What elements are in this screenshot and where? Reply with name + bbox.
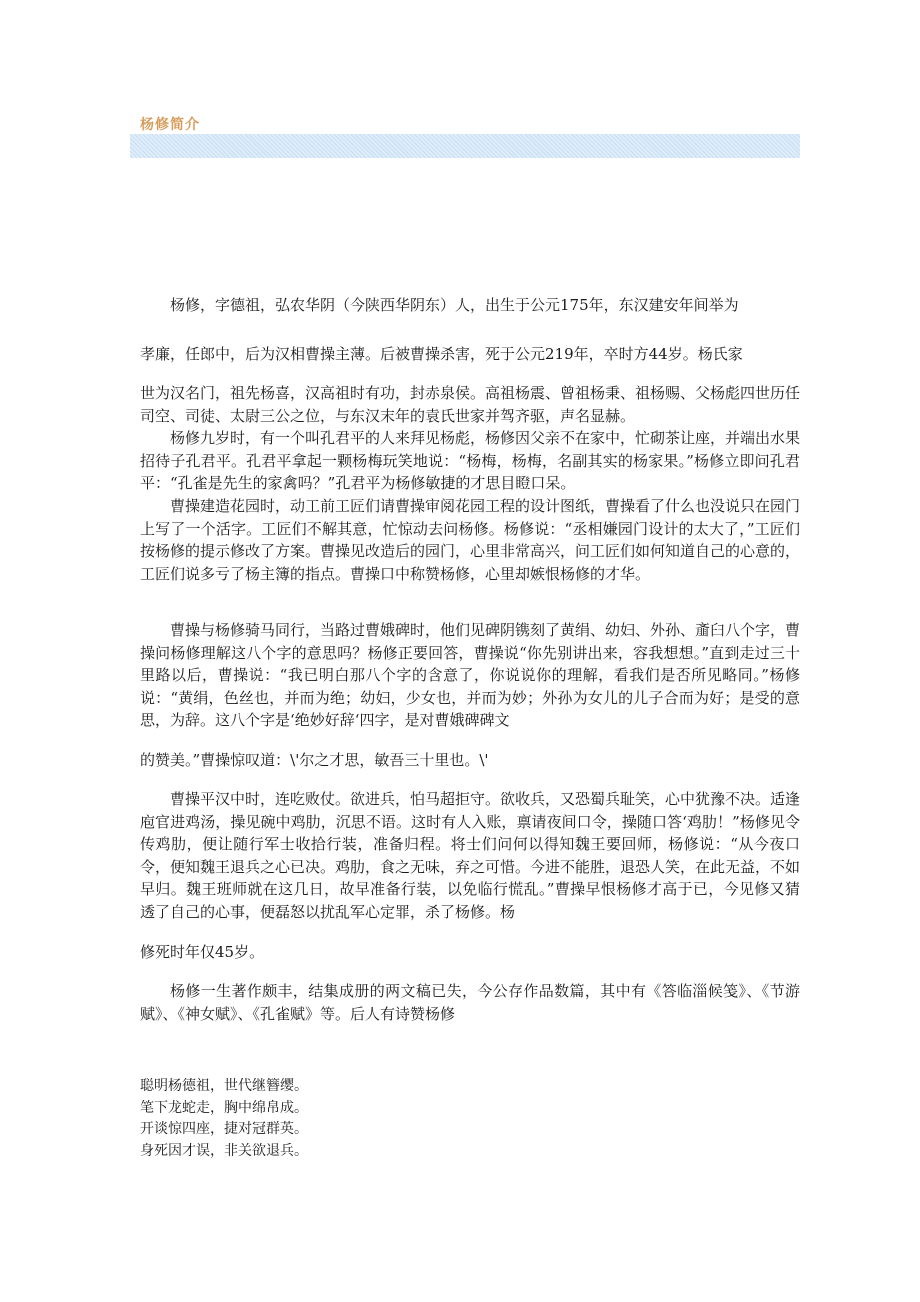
paragraph-childhood: 杨修九岁时，有一个叫孔君平的人来拜见杨彪，杨修因父亲不在家中，忙砌茶让座，并端出水果招待子孔君平。孔君平拿起一颗杨梅玩笑地说：“杨梅，杨梅，名副其实的杨家果。”杨修立即问孔君平：“孔雀是先生的家禽吗？”孔君平为杨修敏捷的才思目瞪口呆。 <box>140 429 801 492</box>
page-title: 杨修简介 <box>140 117 200 133</box>
paragraph-intro: 杨修，字德祖，弘农华阴（今陕西华阴东）人，出生于公元175年，东汉建安年间举为 <box>170 296 739 314</box>
paragraph-death: 修死时年仅45岁。 <box>140 943 265 961</box>
paragraph-career: 孝廉，任郎中，后为汉相曹操主薄。后被曹操杀害，死于公元219年，卒时方44岁。杨氏家 <box>140 345 743 363</box>
poem-line: 笔下龙蛇走，胸中绵帛成。 <box>140 1099 308 1116</box>
paragraph-works: 杨修一生著作颇丰，结集成册的两文稿已失，今公存作品数篇，其中有《答临淄候笺》、《节游赋》、《神女赋》、《孔雀赋》等。后人有诗赞杨修 <box>140 982 800 1023</box>
paragraph-stele: 曹操与杨修骑马同行，当路过曹娥碑时，他们见碑阴镌刻了黄绢、幼妇、外孙、齑臼八个字，曹操问杨修理解这八个字的意思吗？杨修正要回答，曹操说“你先别讲出来，容我想想。”直到走过三十里路以后，曹操说：“我已明白那八个字的含意了，你说说你的理解，看我们是否所见略同。”杨修说：“黄绢，色丝也，并而为绝；幼妇，少女也，并而为妙；外孙为女儿的儿子合而为好；是受的意思，为辞。这八个字是‘绝妙好辞‘四字，是对曹娥碑碑文 <box>140 621 801 729</box>
poem-line: 开谈惊四座，捷对冠群英。 <box>140 1121 308 1137</box>
poem <box>140 1076 308 1162</box>
poem-line: 聪明杨德祖，世代继簪缨。 <box>140 1078 308 1094</box>
paragraph-family: 世为汉名门，祖先杨喜，汉高祖时有功，封赤泉侯。高祖杨震、曾祖杨秉、祖杨赐、父杨彪四世历任司空、司徒、太尉三公之位，与东汉末年的袁氏世家并驾齐驱，声名显赫。 <box>140 384 801 425</box>
paragraph-garden: 曹操建造花园时，动工前工匠们请曹操审阅花园工程的设计图纸，曹操看了什么也没说只在园门上写了一个活字。工匠们不解其意，忙惊动去问杨修。杨修说：“丞相嫌园门设计的太大了，”工匠们按杨修的提示修改了方案。曹操见改造后的园门，心里非常高兴，问工匠们如何知道自己的心意的，工匠们说多亏了杨主簿的指点。曹操口中称赞杨修，心里却嫉恨杨修的才华。 <box>140 497 801 583</box>
poem-line: 身死因才误，非关欲退兵。 <box>140 1142 308 1159</box>
paragraph-stele-end: 的赞美。”曹操惊叹道：\'尔之才思，敏吾三十里也。\' <box>140 751 489 769</box>
title-banner <box>130 134 800 158</box>
paragraph-chicken-rib: 曹操平汉中时，连吃败仗。欲进兵，怕马超拒守。欲收兵，又恐蜀兵耻笑，心中犹豫不决。适逢庖官进鸡汤，操见碗中鸡肋，沉思不语。这时有人入账，禀请夜间口令，操随口答‘鸡肋！”杨修见令传鸡肋，便让随行军士收拾行装，准备归程。将士们问何以得知魏王要回师，杨修说：“从今夜口令，便知魏王退兵之心已决。鸡肋，食之无味，弃之可惜。今进不能胜，退恐人笑，在此无益，不如早归。魏王班师就在这几日，故早准备行装，以免临行慌乱。”曹操早恨杨修才高于已，今见修又猜透了自己的心事，便磊怒以扰乱军心定罪，杀了杨修。杨 <box>140 790 801 921</box>
